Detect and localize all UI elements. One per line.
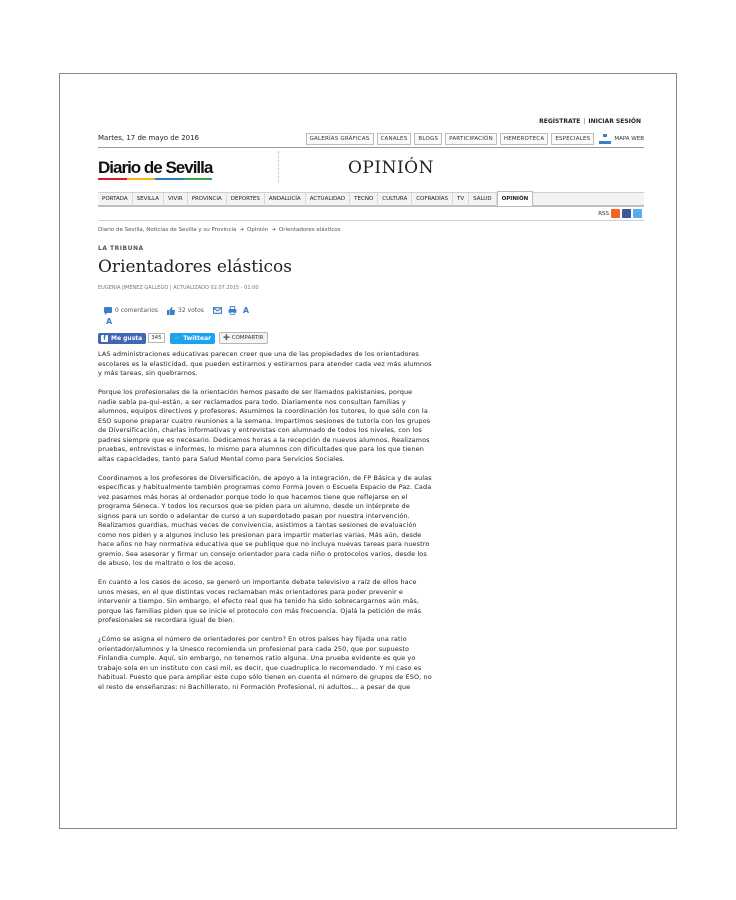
votes-count: 32 votos (178, 307, 204, 314)
facebook-like-button[interactable] (98, 333, 146, 344)
divider: | (583, 118, 586, 125)
paragraph: En cuanto a los casos de acoso, se generó un importante debate televisivo a raíz de ellos hace unos meses, en el que distintas voces reclamaban más orientadores para poder prevenir e intervenir a tiempo. Sin embargo, el efecto real que ha tenido ha sido sobrecargarnos aún más, porque las familias piden que se inicie el protocolo con más frecuencia. Ojalá la petición de más profesionales se recordara igual de bien. (98, 578, 422, 624)
nav-salud[interactable]: SALUD (469, 193, 496, 206)
chevron-right-icon: ➜ (239, 227, 245, 233)
like-count: 345 (148, 333, 165, 343)
account-links (539, 118, 641, 125)
twitter-icon[interactable] (633, 209, 642, 218)
share-label: COMPARTIR (231, 335, 264, 341)
top-nav-hemeroteca[interactable]: HEMEROTECA (500, 133, 548, 145)
top-nav-canales[interactable]: CANALES (377, 133, 412, 145)
site-logo[interactable]: Diario de Sevilla (98, 158, 213, 177)
article-tools (104, 306, 249, 315)
breadcrumb-current: Orientadores elásticos (278, 227, 341, 233)
nav-actualidad[interactable]: ACTUALIDAD (306, 193, 350, 206)
top-nav-blogs[interactable]: BLOGS (414, 133, 442, 145)
top-nav-participacion[interactable]: PARTICIPACIÓN (445, 133, 497, 145)
email-icon[interactable] (213, 306, 222, 315)
top-nav-especiales[interactable]: ESPECIALES (551, 133, 594, 145)
article-byline: EUGENIA JIMÉNEZ GALLEGO | ACTUALIZADO 02.07.2015 - 01:00 (98, 285, 259, 291)
share-button[interactable]: ➕ COMPARTIR (219, 332, 267, 344)
social-links (598, 209, 642, 218)
top-nav (303, 133, 644, 145)
nav-cofradias[interactable]: COFRADÍAS (412, 193, 453, 206)
article-body (98, 350, 432, 702)
paragraph: Porque los profesionales de la orientación hemos pasado de ser llamados pakistanies, porque nadie sabía pa-qui-están, a ser reclamados para todo. Diariamente nos consultan familias y alumnos, equipos directivos y profesores. Asumimos la coordinación los tutores, lo que sólo con la ESO supone preparar cuatro reuniones a la semana. Impartimos sesiones de tutoría con los grupos de Diversificación, charlas informativas y entrevistas con alumnado de todos los niveles, con los padres siempre que es necesario. Dedicamos horas a la recepción de nuevos alumnos. Realizamos pruebas, entrevistas e informes, lo mismo para alumnos con dificultades que para los que tienen altas capacidades, tanto para Salud Mental como para Servicios Sociales. (98, 388, 431, 463)
facebook-icon: f (101, 335, 108, 342)
font-size-icon[interactable]: A (106, 317, 113, 326)
chevron-right-icon: ➜ (271, 227, 276, 233)
rss-label[interactable]: RSS (598, 210, 609, 217)
logo-stripe (98, 178, 212, 180)
font-size-icon[interactable]: A (242, 306, 250, 315)
nav-sevilla[interactable]: SEVILLA (133, 193, 164, 206)
breadcrumb-section[interactable]: Opinión (247, 227, 269, 233)
map-label: MAPA WEB (614, 136, 644, 142)
header-rule (98, 147, 644, 148)
breadcrumb (98, 227, 340, 233)
nav-provincia[interactable]: PROVINCIA (188, 193, 227, 206)
article-title: Orientadores elásticos (98, 257, 293, 277)
nav-andalucia[interactable]: ANDALUCÍA (265, 193, 306, 206)
nav-tv[interactable]: TV (453, 193, 469, 206)
current-date: Martes, 17 de mayo de 2016 (98, 134, 200, 142)
article-kicker: LA TRIBUNA (98, 245, 144, 252)
tweet-label: Twittear (183, 334, 212, 342)
nav-portada[interactable]: PORTADA (98, 193, 133, 206)
share-bar (98, 332, 268, 344)
nav-deportes[interactable]: DEPORTES (227, 193, 265, 206)
paragraph: LAS administraciones educativas parecen creer que una de las propiedades de los orientadores escolares es la elasticidad, que pueden estirarnos y estirarnos para atender cada vez más alumnos y más tareas, sin quebrarnos. (98, 350, 432, 377)
nav-cultura[interactable]: CULTURA (378, 193, 412, 206)
top-nav-galerias[interactable]: GALERÍAS GRÁFICAS (306, 133, 374, 145)
tweet-button[interactable]: 🐦 Twittear (170, 333, 215, 344)
rss-icon[interactable] (611, 209, 620, 218)
comments-count[interactable]: 0 comentarios (115, 307, 158, 314)
nav-opinion[interactable]: OPINIÓN (497, 191, 534, 206)
paragraph: Coordinamos a los profesores de Diversificación, de apoyo a la integración, de FP Básica y de aulas específicas y habitualmente también programas como Forma Joven o Escuela Espacio de Paz. Cada vez pasamos más horas al ordenador porque todo lo que hacemos tiene que reflejarse en el programa Séneca. Y todos los recursos que se piden para un alumno, desde un intérprete de signos para un sordo o adelantar de curso a un superdotado pasan por nuestra intervención. Realizamos guardias, muchas veces de convivencia, asistimos a tantas sesiones de evaluación como nos piden y a algunos incluso les presionan para impartir materias varias. Más aún, desde hace años no hay normativa educativa que se publique que no incluya nuevas tareas para nuestro gremio. Sea asesorar y firmar un consejo orientador para cada niño o protocolos varios, desde los de abuso, los de maltrato o los de acoso. (98, 473, 432, 567)
nav-rule (98, 220, 644, 221)
map-icon (599, 134, 611, 145)
print-icon[interactable] (228, 306, 237, 315)
header-divider (278, 151, 279, 183)
map-link[interactable] (599, 134, 644, 145)
section-title: OPINIÓN (348, 158, 434, 178)
facebook-icon[interactable] (622, 209, 631, 218)
main-nav (98, 192, 644, 207)
breadcrumb-home[interactable]: Diario de Sevilla, Noticias de Sevilla y su Provincia (98, 227, 237, 233)
paragraph: ¿Cómo se asigna el número de orientadores por centro? En otros países hay fijada una ratio orientador/alumnos y la Unesco recomienda un profesional para cada 250, que por supuesto Finlandia cumple. Aquí, sin embargo, no tenemos ratio alguna. Una prueba evidente es que yo trabajo sola en un instituto con casi mil, es decir, que cuadruplica lo recomendado. Y mi caso es habitual. Puesto que para ampliar este cupo sólo tienen en cuenta el número de grupos de ESO, no el resto de enseñanzas: ni Bachillerato, ni Formación Profesional, ni adultos... a pesar de que (98, 635, 432, 691)
login-link[interactable]: INICIAR SESIÓN (588, 118, 641, 125)
like-label: Me gusta (111, 334, 143, 342)
comment-icon[interactable] (104, 307, 112, 315)
register-link[interactable]: REGÍSTRATE (539, 118, 581, 125)
nav-vivir[interactable]: VIVIR (164, 193, 188, 206)
thumbs-up-icon[interactable] (167, 307, 175, 315)
nav-tecno[interactable]: TECNO (350, 193, 378, 206)
page-frame (59, 73, 677, 829)
